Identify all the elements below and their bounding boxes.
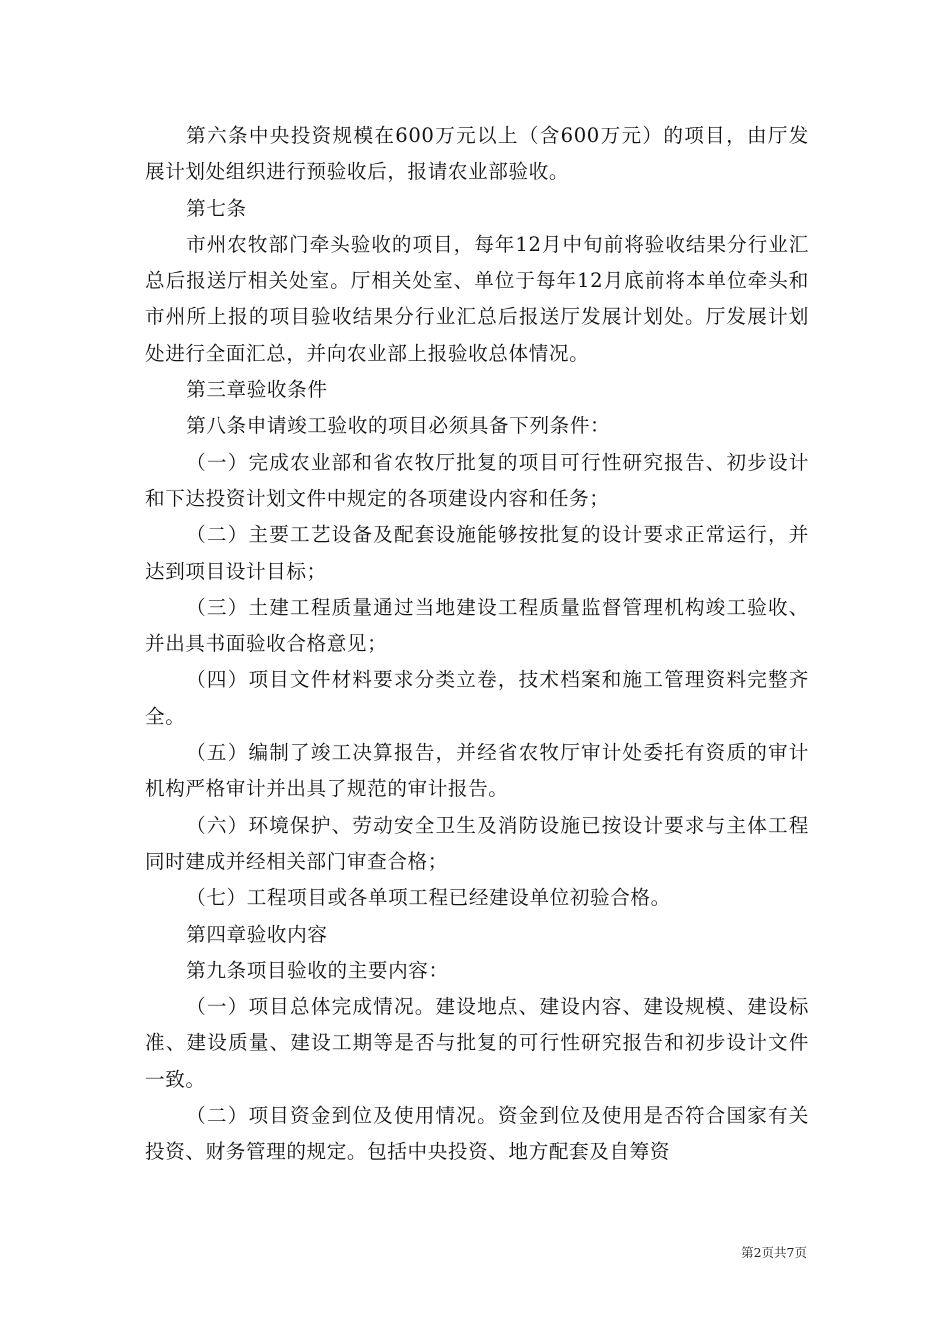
article-7-heading: 第七条 <box>186 196 247 220</box>
article-8-item-4: （四）项目文件材料要求分类立卷，技术档案和施工管理资料完整齐全。 <box>145 668 809 728</box>
article-9-item-2: （二）项目资金到位及使用情况。资金到位及使用是否符合国家有关投资、财务管理的规定。包括中央投资、地方配套及自筹资 <box>145 1104 809 1164</box>
chapter-4-heading: 第四章验收内容 <box>186 922 328 946</box>
article-8-item-2: （二）主要工艺设备及配套设施能够按批复的设计要求正常运行，并达到项目设计目标； <box>145 523 809 583</box>
document-body <box>145 118 809 1171</box>
article-9-item-1: （一）项目总体完成情况。建设地点、建设内容、建设规模、建设标准、建设质量、建设工期等是否与批复的可行性研究报告和初步设计文件一致。 <box>145 995 809 1091</box>
article-8-item-3: （三）土建工程质量通过当地建设工程质量监督管理机构竣工验收、并出具书面验收合格意见； <box>145 595 809 656</box>
article-8-item-7: （七）工程项目或各单项工程已经建设单位初验合格。 <box>186 886 671 910</box>
article-7-paragraph: 市州农牧部门牵头验收的项目，每年12月中旬前将验收结果分行业汇总后报送厅相关处室。厅相关处室、单位于每年12月底前将本单位牵头和市州所上报的项目验收结果分行业汇总后报送厅发展计划处。厅发展计划处进行全面汇总，并向农业部上报验收总体情况。 <box>145 232 809 365</box>
article-8-paragraph: 第八条申请竣工验收的项目必须具备下列条件： <box>186 414 611 438</box>
article-8-item-1: （一）完成农业部和省农牧厅批复的项目可行性研究报告、初步设计和下达投资计划文件中规定的各项建设内容和任务； <box>145 450 809 510</box>
chapter-3-heading: 第三章验收条件 <box>186 378 328 402</box>
article-8-item-5: （五）编制了竣工决算报告，并经省农牧厅审计处委托有资质的审计机构严格审计并出具了规范的审计报告。 <box>145 741 809 801</box>
article-6-paragraph: 第六条中央投资规模在600万元以上（含600万元）的项目，由厅发展计划处组织进行预验收后，报请农业部验收。 <box>145 124 809 184</box>
page-number-footer: 第2页共7页 <box>741 1245 807 1260</box>
article-9-paragraph: 第九条项目验收的主要内容： <box>186 958 449 982</box>
article-8-item-6: （六）环境保护、劳动安全卫生及消防设施已按设计要求与主体工程同时建成并经相关部门审查合格； <box>145 813 809 873</box>
